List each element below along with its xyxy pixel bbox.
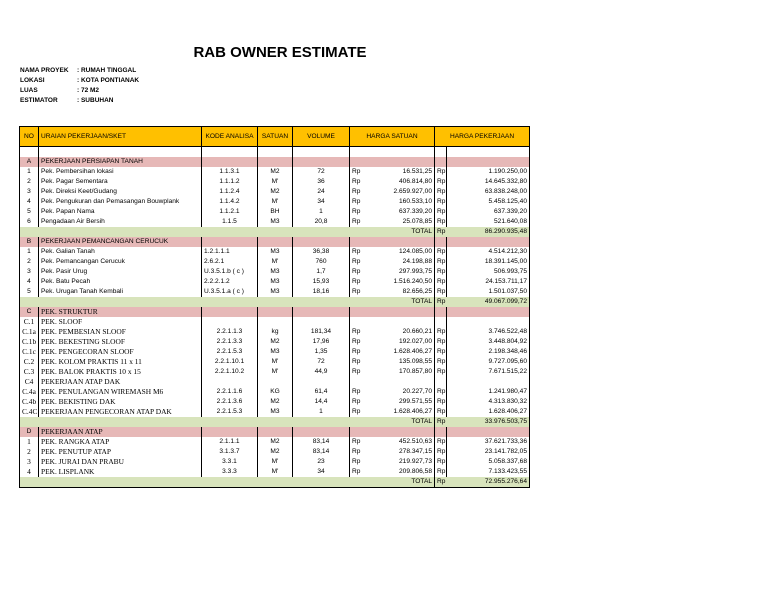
row-description: Pek. Pasir Urug — [39, 267, 202, 277]
row-description: Pek. Pengukuran dan Pemasangan Bouwplank — [39, 197, 202, 207]
row-unit-price: 192.027,00 — [399, 338, 433, 345]
row-currency-total: Rp — [435, 467, 447, 477]
row-volume: 36,38 — [293, 247, 350, 257]
row-currency: Rp — [350, 267, 364, 277]
project-info — [20, 66, 139, 106]
row-no: 1 — [20, 437, 39, 447]
table-body — [20, 147, 530, 488]
row-no: C.2 — [20, 357, 39, 367]
row-currency: Rp — [350, 177, 364, 187]
row-volume: 1 — [293, 207, 350, 217]
row-currency-total: Rp — [435, 387, 447, 397]
row-unit: KG — [258, 387, 293, 397]
row-description: PEK. LISPLANK — [39, 467, 202, 477]
section-title: PEKERJAAN PEMANCANGAN CERUCUK — [39, 237, 202, 247]
row-volume: 1 — [293, 407, 350, 417]
col-header-no: NO — [20, 127, 39, 147]
row-description: PEK. JURAI DAN PRABU — [39, 457, 202, 467]
row-code: 2.6.2.1 — [202, 257, 258, 267]
row-currency-total: Rp — [435, 247, 447, 257]
row-description: PEK. PENGECORAN SLOOF — [39, 347, 202, 357]
row-unit-price: 219.927,73 — [399, 458, 433, 465]
row-currency: Rp — [350, 327, 364, 337]
total-value: 86.290.935,48 — [447, 227, 530, 237]
row-no: D — [20, 427, 39, 437]
row-volume: 14,4 — [293, 397, 350, 407]
row-code: 2.1.1.1 — [202, 437, 258, 447]
row-currency-total: Rp — [435, 177, 447, 187]
row-total-price: 1.628.406,27 — [447, 407, 530, 417]
row-code: 2.2.1.1.3 — [202, 327, 258, 337]
table-row — [20, 357, 530, 367]
row-description: PEK. BEKISTING DAK — [39, 397, 202, 407]
row-unit-price: 299.571,55 — [399, 398, 433, 405]
row-code: 1.1.2.1 — [202, 207, 258, 217]
row-currency: Rp — [350, 257, 364, 267]
row-code: 1.1.2.4 — [202, 187, 258, 197]
row-currency-total — [435, 377, 447, 387]
row-description: Pek. Urugan Tanah Kembali — [39, 287, 202, 297]
table-row — [20, 327, 530, 337]
section-title: PEK. STRUKTUR — [39, 307, 202, 317]
table-row — [20, 447, 530, 457]
row-total-price: 1.241.980,47 — [447, 387, 530, 397]
row-currency-total: Rp — [435, 267, 447, 277]
row-total-price: 3.448.804,92 — [447, 337, 530, 347]
table-row — [20, 267, 530, 277]
row-total-price — [447, 317, 530, 327]
row-unit-price: 1.628.406,27 — [393, 408, 433, 415]
table-row — [20, 387, 530, 397]
row-code: 2.2.1.5.3 — [202, 347, 258, 357]
row-description: Pek. Pagar Sementara — [39, 177, 202, 187]
row-code — [202, 317, 258, 327]
row-unit-price: 209.806,58 — [399, 468, 433, 475]
table-row — [20, 437, 530, 447]
row-currency: Rp — [350, 467, 364, 477]
row-currency-total: Rp — [435, 287, 447, 297]
table-row — [20, 277, 530, 287]
table-row — [20, 397, 530, 407]
row-currency: Rp — [350, 277, 364, 287]
row-unit: M' — [258, 357, 293, 367]
row-no: 2 — [20, 447, 39, 457]
row-unit: M3 — [258, 217, 293, 227]
row-unit-price: 124.085,00 — [399, 248, 433, 255]
row-description: Pek. Papan Nama — [39, 207, 202, 217]
row-total-price: 521.640,08 — [447, 217, 530, 227]
currency-label: Rp — [435, 297, 447, 307]
currency-label: Rp — [435, 227, 447, 237]
currency-label: Rp — [435, 417, 447, 427]
row-no: 4 — [20, 197, 39, 207]
row-volume: 181,34 — [293, 327, 350, 337]
row-unit: M' — [258, 367, 293, 377]
row-code: 1.1.1.2 — [202, 177, 258, 187]
table-row — [20, 247, 530, 257]
total-row — [20, 227, 530, 237]
row-currency: Rp — [350, 167, 364, 177]
row-currency: Rp — [350, 287, 364, 297]
row-currency: Rp — [350, 357, 364, 367]
rab-table — [19, 126, 530, 488]
row-no: 4 — [20, 277, 39, 287]
row-unit-price: 20.227,70 — [402, 388, 433, 395]
row-unit-price: 452.510,63 — [399, 438, 433, 445]
table-row — [20, 287, 530, 297]
total-label: TOTAL — [364, 417, 435, 427]
info-row-estimator: ESTIMATOR : SUBUHAN — [20, 97, 114, 104]
row-volume: 72 — [293, 357, 350, 367]
row-code: 2.2.2.1.2 — [202, 277, 258, 287]
row-description: Pengadaan Air Bersih — [39, 217, 202, 227]
row-volume: 34 — [293, 467, 350, 477]
row-volume: 18,16 — [293, 287, 350, 297]
row-code: 2.2.1.5.3 — [202, 407, 258, 417]
row-code: 2.2.1.10.1 — [202, 357, 258, 367]
row-currency: Rp — [350, 447, 364, 457]
row-currency-total: Rp — [435, 367, 447, 377]
info-row-project: NAMA PROYEK : RUMAH TINGGAL — [20, 67, 137, 74]
row-no: C.4b — [20, 397, 39, 407]
row-unit — [258, 317, 293, 327]
row-description: PEK. RANGKA ATAP — [39, 437, 202, 447]
row-currency: Rp — [350, 407, 364, 417]
row-unit-price: 16.531,25 — [402, 168, 433, 175]
row-currency-total: Rp — [435, 327, 447, 337]
table-row — [20, 217, 530, 227]
row-description: Pek. Galian Tanah — [39, 247, 202, 257]
row-code: U.3.5.1.b ( c ) — [202, 267, 258, 277]
row-total-price: 23.141.782,05 — [447, 447, 530, 457]
row-description: PEK. BALOK PRAKTIS 10 x 15 — [39, 367, 202, 377]
row-unit-price: 278.347,15 — [399, 448, 433, 455]
row-description: PEK. PENUTUP ATAP — [39, 447, 202, 457]
row-volume: 36 — [293, 177, 350, 187]
row-code: 2.2.1.1.6 — [202, 387, 258, 397]
row-currency — [350, 377, 364, 387]
row-no: 3 — [20, 267, 39, 277]
table-row — [20, 377, 530, 387]
row-no: C.1b — [20, 337, 39, 347]
row-description: PEK. SLOOF — [39, 317, 202, 327]
row-volume: 44,9 — [293, 367, 350, 377]
col-header-unit-price: HARGA SATUAN — [350, 127, 435, 147]
row-no: B — [20, 237, 39, 247]
row-description: PEK. KOLOM PRAKTIS 11 x 11 — [39, 357, 202, 367]
row-currency-total — [435, 317, 447, 327]
row-total-price: 1.501.037,50 — [447, 287, 530, 297]
row-volume: 23 — [293, 457, 350, 467]
row-unit-price: 1.628.406,27 — [393, 348, 433, 355]
col-header-volume: VOLUME — [293, 127, 350, 147]
row-total-price: 1.190.250,00 — [447, 167, 530, 177]
row-total-price: 37.621.733,36 — [447, 437, 530, 447]
row-currency-total: Rp — [435, 407, 447, 417]
row-volume: 83,14 — [293, 447, 350, 457]
row-description: Pek. Pemancangan Cerucuk — [39, 257, 202, 267]
row-currency-total: Rp — [435, 347, 447, 357]
row-currency-total: Rp — [435, 217, 447, 227]
row-no: 3 — [20, 187, 39, 197]
row-total-price: 7.133.423,55 — [447, 467, 530, 477]
row-volume — [293, 317, 350, 327]
row-total-price: 4.514.212,30 — [447, 247, 530, 257]
row-currency-total: Rp — [435, 337, 447, 347]
col-header-total-price: HARGA PEKERJAAN — [435, 127, 530, 147]
row-unit-price: 170.857,80 — [399, 368, 433, 375]
section-title: PEKERJAAN ATAP — [39, 427, 202, 437]
section-header-row — [20, 307, 530, 317]
total-label: TOTAL — [364, 227, 435, 237]
row-currency-total: Rp — [435, 187, 447, 197]
row-volume: 34 — [293, 197, 350, 207]
row-no: 3 — [20, 457, 39, 467]
row-total-price: 2.198.348,46 — [447, 347, 530, 357]
row-description: Pek. Batu Pecah — [39, 277, 202, 287]
row-currency-total: Rp — [435, 457, 447, 467]
row-unit: M' — [258, 457, 293, 467]
row-no: C — [20, 307, 39, 317]
total-label: TOTAL — [364, 297, 435, 307]
row-volume: 1,35 — [293, 347, 350, 357]
row-no: C.4a — [20, 387, 39, 397]
row-currency-total: Rp — [435, 257, 447, 267]
row-no: C4 — [20, 377, 39, 387]
table-row — [20, 317, 530, 327]
section-header-row — [20, 157, 530, 167]
row-no: C.1c — [20, 347, 39, 357]
row-currency — [350, 317, 364, 327]
row-code: 3.3.1 — [202, 457, 258, 467]
row-unit: M2 — [258, 167, 293, 177]
row-code: 2.2.1.3.3 — [202, 337, 258, 347]
info-row-location: LOKASI : KOTA PONTIANAK — [20, 77, 140, 84]
table-row — [20, 337, 530, 347]
row-code: 2.2.1.10.2 — [202, 367, 258, 377]
section-title: PEKERJAAN PERSIAPAN TANAH — [39, 157, 202, 167]
row-volume: 17,96 — [293, 337, 350, 347]
row-volume — [293, 377, 350, 387]
row-unit: M2 — [258, 397, 293, 407]
row-unit: M2 — [258, 447, 293, 457]
row-total-price: 5.458.125,40 — [447, 197, 530, 207]
section-header-row — [20, 427, 530, 437]
currency-label: Rp — [435, 477, 447, 488]
table-row — [20, 167, 530, 177]
row-unit-price: 2.659.927,00 — [393, 188, 433, 195]
row-code: 3.3.3 — [202, 467, 258, 477]
row-unit-price: 637.339,20 — [399, 208, 433, 215]
row-no: C.1a — [20, 327, 39, 337]
row-description: PEK. PEMBESIAN SLOOF — [39, 327, 202, 337]
col-header-code: KODE ANALISA — [202, 127, 258, 147]
table-row — [20, 367, 530, 377]
info-row-area: LUAS : 72 M2 — [20, 87, 100, 94]
row-no: C.1 — [20, 317, 39, 327]
row-currency: Rp — [350, 337, 364, 347]
row-total-price — [447, 377, 530, 387]
row-volume: 24 — [293, 187, 350, 197]
table-row — [20, 347, 530, 357]
row-description: PEKERJAAN ATAP DAK — [39, 377, 202, 387]
row-unit: kg — [258, 327, 293, 337]
row-no: 5 — [20, 287, 39, 297]
row-description: Pek. Pembersihan lokasi — [39, 167, 202, 177]
row-total-price: 7.671.515,22 — [447, 367, 530, 377]
row-currency: Rp — [350, 387, 364, 397]
row-volume: 72 — [293, 167, 350, 177]
row-total-price: 24.153.711,17 — [447, 277, 530, 287]
table-row — [20, 187, 530, 197]
row-currency: Rp — [350, 367, 364, 377]
row-description: PEK. BEKESTING SLOOF — [39, 337, 202, 347]
table-row — [20, 207, 530, 217]
row-no: 1 — [20, 167, 39, 177]
row-description: PEK. PENULANGAN WIREMASH M6 — [39, 387, 202, 397]
total-row — [20, 297, 530, 307]
spacer-row — [20, 147, 530, 158]
row-no: A — [20, 157, 39, 167]
row-volume: 20,8 — [293, 217, 350, 227]
total-value: 72.955.276,64 — [447, 477, 530, 488]
row-volume: 760 — [293, 257, 350, 267]
row-code: 1.1.5 — [202, 217, 258, 227]
row-currency: Rp — [350, 217, 364, 227]
row-unit-price — [364, 377, 435, 387]
row-no: 2 — [20, 257, 39, 267]
row-unit: M3 — [258, 407, 293, 417]
row-unit: M' — [258, 197, 293, 207]
row-unit-price: 1.516.240,50 — [393, 278, 433, 285]
row-currency: Rp — [350, 207, 364, 217]
row-currency-total: Rp — [435, 167, 447, 177]
total-value: 33.976.503,75 — [447, 417, 530, 427]
row-code: 1.2.1.1.1 — [202, 247, 258, 257]
row-code: 2.2.1.3.6 — [202, 397, 258, 407]
table-row — [20, 457, 530, 467]
row-unit-price — [364, 317, 435, 327]
row-currency: Rp — [350, 247, 364, 257]
row-total-price: 63.838.248,00 — [447, 187, 530, 197]
row-total-price: 18.391.145,00 — [447, 257, 530, 267]
row-volume: 15,93 — [293, 277, 350, 287]
row-unit: M2 — [258, 187, 293, 197]
row-unit — [258, 377, 293, 387]
row-currency-total: Rp — [435, 277, 447, 287]
row-unit-price: 135.098,55 — [399, 358, 433, 365]
page-title: RAB OWNER ESTIMATE — [193, 44, 367, 61]
row-unit: M' — [258, 257, 293, 267]
row-unit: M2 — [258, 437, 293, 447]
row-description: PEKERJAAN PENGECORAN ATAP DAK — [39, 407, 202, 417]
table-row — [20, 407, 530, 417]
row-currency-total: Rp — [435, 437, 447, 447]
row-unit-price: 160.533,10 — [399, 198, 433, 205]
row-no: C.3 — [20, 367, 39, 377]
row-code: 3.1.3.7 — [202, 447, 258, 457]
row-unit-price: 297.993,75 — [399, 268, 433, 275]
section-header-row — [20, 237, 530, 247]
row-total-price: 506.993,75 — [447, 267, 530, 277]
row-total-price: 3.746.522,48 — [447, 327, 530, 337]
row-code — [202, 377, 258, 387]
row-currency: Rp — [350, 437, 364, 447]
row-currency-total: Rp — [435, 197, 447, 207]
total-label: TOTAL — [364, 477, 435, 488]
row-code: U.3.5.1.a ( c ) — [202, 287, 258, 297]
row-currency-total: Rp — [435, 397, 447, 407]
row-unit: M3 — [258, 287, 293, 297]
table-row — [20, 197, 530, 207]
row-unit: M' — [258, 467, 293, 477]
total-row — [20, 417, 530, 427]
table-row — [20, 177, 530, 187]
table-header-row — [20, 127, 530, 147]
row-unit: M3 — [258, 277, 293, 287]
row-unit-price: 20.660,21 — [402, 328, 433, 335]
row-code: 1.1.3.1 — [202, 167, 258, 177]
row-no: 2 — [20, 177, 39, 187]
row-no: 4 — [20, 467, 39, 477]
table-row — [20, 467, 530, 477]
total-value: 49.067.099,72 — [447, 297, 530, 307]
row-volume: 83,14 — [293, 437, 350, 447]
row-total-price: 14.645.332,80 — [447, 177, 530, 187]
row-unit-price: 82.656,25 — [402, 288, 433, 295]
row-total-price: 5.058.337,68 — [447, 457, 530, 467]
col-header-description: URAIAN PEKERJAAN/SKET — [39, 127, 202, 147]
row-volume: 61,4 — [293, 387, 350, 397]
row-no: 5 — [20, 207, 39, 217]
col-header-unit: SATUAN — [258, 127, 293, 147]
row-total-price: 637.339,20 — [447, 207, 530, 217]
row-no: 1 — [20, 247, 39, 257]
row-unit: M' — [258, 177, 293, 187]
row-code: 1.1.4.2 — [202, 197, 258, 207]
row-volume: 1,7 — [293, 267, 350, 277]
row-unit: BH — [258, 207, 293, 217]
row-currency: Rp — [350, 187, 364, 197]
row-currency-total: Rp — [435, 207, 447, 217]
row-total-price: 9.727.095,60 — [447, 357, 530, 367]
row-unit-price: 24.198,88 — [402, 258, 433, 265]
row-currency: Rp — [350, 397, 364, 407]
row-currency: Rp — [350, 197, 364, 207]
row-currency-total: Rp — [435, 447, 447, 457]
row-unit: M3 — [258, 347, 293, 357]
row-currency: Rp — [350, 457, 364, 467]
row-description: Pek. Direksi Keet/Gudang — [39, 187, 202, 197]
row-unit-price: 406.814,80 — [399, 178, 433, 185]
table-row — [20, 257, 530, 267]
total-row — [20, 477, 530, 488]
row-currency-total: Rp — [435, 357, 447, 367]
row-unit: M2 — [258, 337, 293, 347]
row-no: 6 — [20, 217, 39, 227]
row-unit: M3 — [258, 267, 293, 277]
row-unit-price: 25.078,85 — [402, 218, 433, 225]
row-unit: M3 — [258, 247, 293, 257]
row-no: C.4C — [20, 407, 39, 417]
row-total-price: 4.313.830,32 — [447, 397, 530, 407]
row-currency: Rp — [350, 347, 364, 357]
